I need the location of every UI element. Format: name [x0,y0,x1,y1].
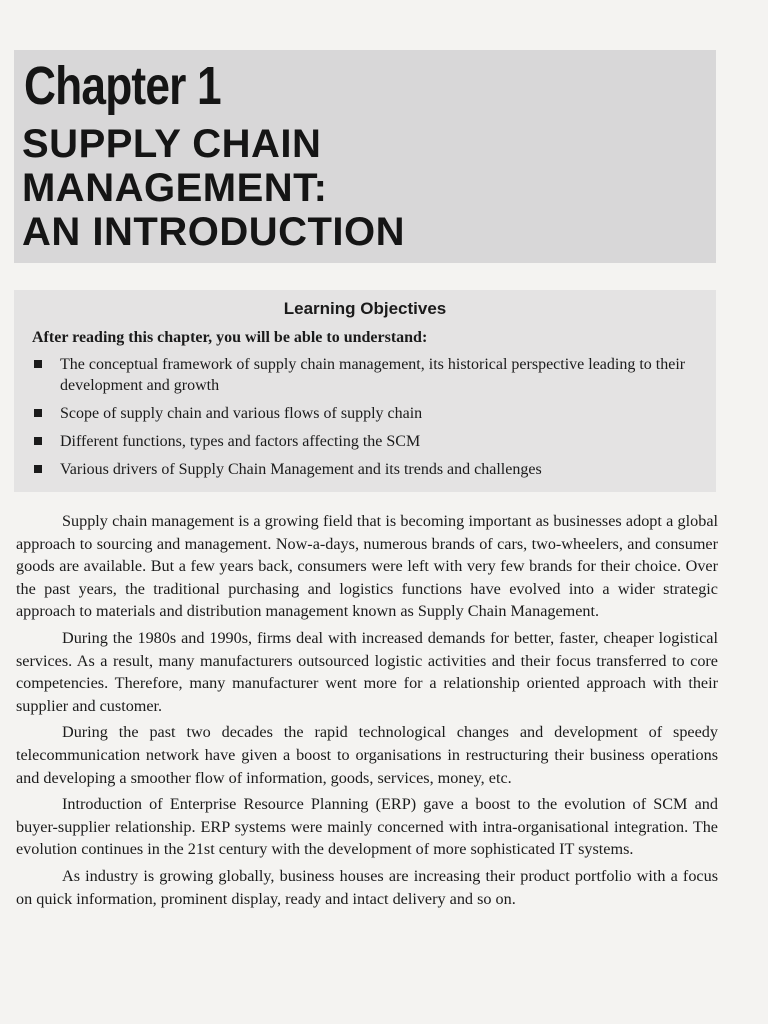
chapter-title-line: AN INTRODUCTION [22,210,406,254]
body-paragraph: Supply chain management is a growing field that is becoming important as businesses adopt a global approach to sourcing and management. Now-a-days, numerous brands of cars, two-wheelers, and consumer goods are available. But a few years back, consumers were left with very few brands for their choice. Over the past years, the traditional purchasing and logistics functions have evolved into a wider strategic approach to materials and distribution management known as Supply Chain Management. [16,512,718,621]
chapter-title [22,122,405,254]
learning-objectives-box [14,290,716,492]
objective-text: Scope of supply chain and various flows of supply chain [60,405,423,422]
body-paragraph: As industry is growing globally, business houses are increasing their product portfolio with a focus on quick information, prominent display, ready and intact delivery and so on. [16,866,718,908]
body-paragraph: During the past two decades the rapid technological changes and development of speedy telecommunication network have given a boost to organisations in restructuring their business operations and developing a smoother flow of information, goods, services, money, etc. [16,723,718,787]
body-paragraph: Introduction of Enterprise Resource Planning (ERP) gave a boost to the evolution of SCM and buyer-supplier relationship. ERP systems were mainly concerned with intra-organisational integration. The evolution continues in the 21st century with the development of more sophisticated IT systems. [16,795,718,859]
chapter-body [16,510,718,914]
objective-item [32,459,722,480]
objective-item [32,354,722,396]
square-bullet-icon [34,409,42,417]
body-paragraph: During the 1980s and 1990s, firms deal with increased demands for better, faster, cheaper logistical services. As a result, many manufacturers outsourced logistic activities and their focus transferred to core competencies. Therefore, many manufacturer went more for a relationship oriented approach with their supplier and customer. [16,628,718,715]
learning-objectives-heading: Learning Objectives [283,299,447,318]
chapter-header [14,50,716,263]
chapter-number: Chapter 1 [24,56,221,116]
square-bullet-icon [34,437,42,445]
learning-objectives-intro: After reading this chapter, you will be able to understand: [32,329,428,346]
chapter-title-line: SUPPLY CHAIN [22,122,322,166]
objective-item [32,431,722,452]
learning-objectives-list [32,354,722,487]
square-bullet-icon [34,360,42,368]
objective-text: Various drivers of Supply Chain Management and its trends and challenges [60,461,542,478]
objective-item [32,403,722,424]
objective-text: Different functions, types and factors affecting the SCM [60,433,421,450]
objective-text: The conceptual framework of supply chain management, its historical perspective leading to their development and growth [60,356,686,394]
square-bullet-icon [34,465,42,473]
chapter-title-line: MANAGEMENT: [22,166,328,210]
